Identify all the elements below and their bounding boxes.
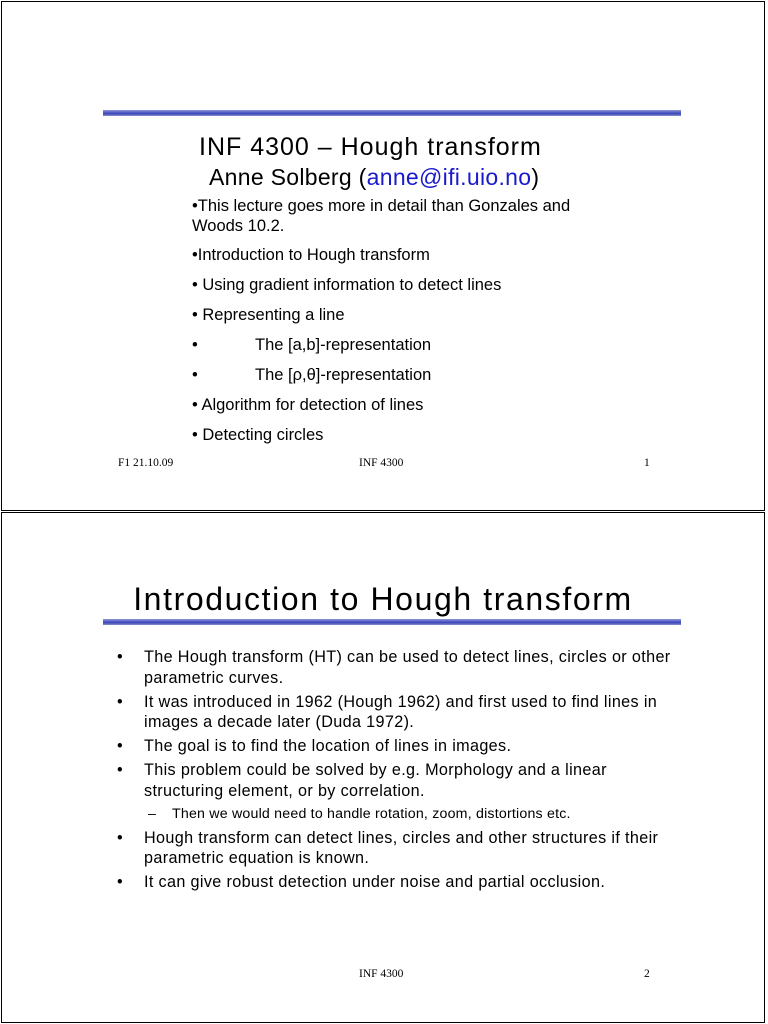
bullet-glyph: • [117,828,124,847]
title-rule [103,110,681,116]
list-item: • Using gradient information to detect lines [192,276,502,294]
list-item: • Detecting circles [192,426,324,444]
footer-course: INF 4300 [359,968,404,980]
bullet-glyph: • [117,648,124,666]
footer-date: F1 21.10.09 [118,457,174,469]
author-close-paren: ) [531,164,540,190]
list-item-text: This problem could be solved by e.g. Morphology and a linear structuring element, or by correlation. [144,761,607,800]
list-item: • Representing a line [192,306,345,324]
slide-1-title: INF 4300 – Hough transform [199,133,542,161]
slide-2-bullet-list [117,647,677,897]
author-line [209,164,539,191]
list-item-text: The goal is to find the location of lines in images. [144,737,512,756]
list-item [117,872,677,893]
bullet-glyph: • [117,737,124,756]
bullet-glyph: • [117,692,124,711]
list-item [117,692,677,733]
list-item-text: The [a,b]-representation [255,336,432,354]
slide-1 [1,1,765,511]
footer-page-number: 2 [644,968,650,980]
list-item: •This lecture goes more in detail than Gonzales and Woods 10.2. [192,197,571,235]
list-item-text: It can give robust detection under noise and partial occlusion. [144,873,606,892]
list-item [117,647,677,688]
list-item: • Algorithm for detection of lines [192,396,424,414]
list-item-text: The [ρ,θ]-representation [255,366,432,384]
bullet-glyph: • [117,761,124,780]
sub-list-item [117,805,677,824]
list-item [117,760,677,801]
bullet-glyph: • [192,336,198,354]
list-item: •Introduction to Hough transform [192,246,430,264]
author-email-link[interactable]: anne@ifi.uio.no [366,164,532,190]
dash-glyph: – [148,805,157,822]
bullet-glyph: • [192,366,198,384]
list-item [192,365,622,385]
list-item-text: The Hough transform (HT) can be used to detect lines, circles or other parametric curves. [144,648,671,687]
list-item [117,736,677,757]
list-item [117,828,677,869]
footer-page-number: 1 [644,457,650,469]
slide-1-bullet-list [192,196,622,455]
slide-2-title: Introduction to Hough transform [133,581,633,617]
list-item-text: Hough transform can detect lines, circles and other structures if their parametric equation is known. [144,828,659,868]
bullet-glyph: • [117,873,124,892]
author-name: Anne Solberg ( [209,164,367,190]
title-rule [103,619,681,625]
slide-2 [1,512,765,1023]
list-item-text: It was introduced in 1962 (Hough 1962) and first used to find lines in images a decade later (Duda 1972). [144,692,658,732]
footer-course: INF 4300 [359,457,404,469]
list-item [192,335,622,355]
list-item-text: Then we would need to handle rotation, zoom, distortions etc. [172,805,571,822]
